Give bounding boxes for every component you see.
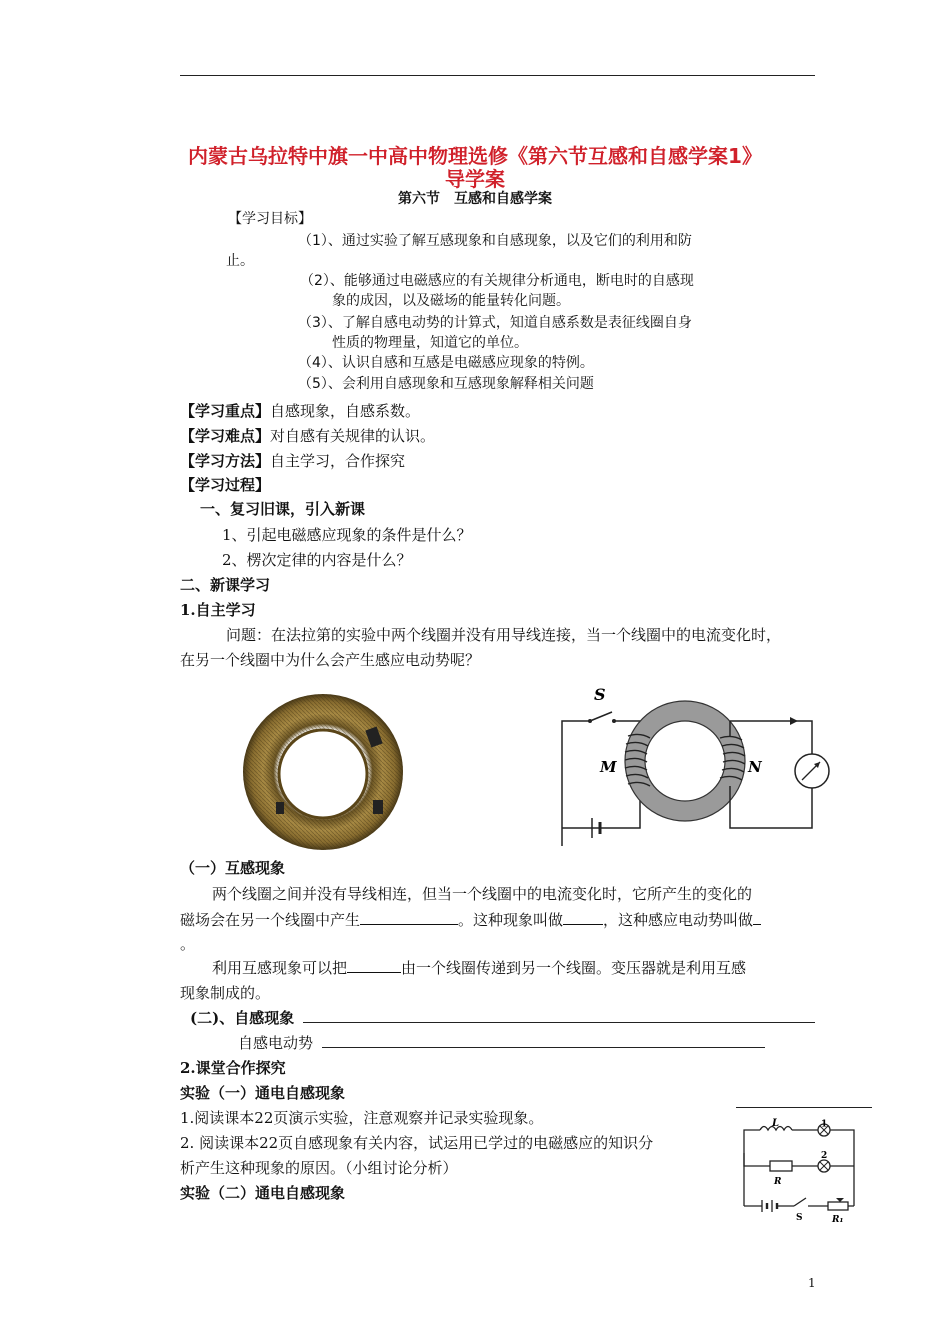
section-subtitle: 第六节 互感和自感学案	[398, 191, 552, 207]
self-induction-line	[303, 1022, 815, 1023]
difficulty-label: 【学习难点】	[180, 427, 271, 445]
mutual-p2-a: 利用互感现象可以把	[212, 959, 348, 977]
key-points-text: 自感现象，自感系数。	[270, 402, 421, 420]
objective-4: （4）、认识自感和互感是电磁感应现象的特例。	[298, 355, 594, 371]
step-1: 1.阅读课本22页演示实验，注意观察并记录实验现象。	[180, 1109, 544, 1127]
step-2-line2: 析产生这种现象的原因。（小组讨论分析）	[180, 1159, 458, 1177]
toroid-coil-photo	[238, 690, 408, 855]
mutual-p1-a: 磁场会在另一个线圈中产生	[180, 911, 361, 929]
page-title-line2: 导学案	[445, 167, 505, 191]
page-title: 内蒙古乌拉特中旗一中高中物理选修《第六节互感和自感学案1》	[188, 144, 762, 168]
label-N: N	[748, 758, 762, 776]
label-S2: S	[796, 1213, 803, 1223]
mutual-p1-c: ，这种感应电动势叫做	[603, 911, 754, 929]
difficulty	[180, 425, 435, 446]
key-points-label: 【学习重点】	[180, 402, 271, 420]
blank-energy[interactable]	[347, 958, 401, 973]
objective-3: （3）、了解自感电动势的计算式，知道自感系数是表征线圈自身	[298, 315, 692, 331]
mutual-heading: （一）互感现象	[180, 859, 286, 877]
objective-5: （5）、会利用自感现象和互感现象解释相关问题	[298, 376, 594, 392]
label-S: S	[594, 685, 606, 704]
question-line1: 问题：在法拉第的实验中两个线圈并没有用导线连接，当一个线圈中的电流变化时，	[226, 626, 782, 644]
page-number: 1	[808, 1276, 816, 1290]
emf-line	[322, 1047, 765, 1048]
self-induction-heading: (二)、自感现象	[190, 1009, 295, 1027]
mutual-p1-b: 。这种现象叫做	[458, 911, 564, 929]
label-R1: R₁	[832, 1215, 844, 1223]
self-study-heading: 1.自主学习	[180, 601, 256, 619]
mutual-p2-line2: 现象制成的。	[180, 984, 271, 1002]
method	[180, 450, 405, 471]
review-q1: 1、引起电磁感应现象的条件是什么？	[222, 526, 472, 544]
question-line2: 在另一个线圈中为什么会产生感应电动势呢？	[180, 651, 481, 669]
review-heading: 一、复习旧课，引入新课	[200, 500, 366, 518]
label-L: L	[772, 1118, 780, 1129]
mutual-p1-line2	[180, 909, 761, 930]
objective-1b: 止。	[226, 253, 254, 269]
blank-emf-name[interactable]	[753, 910, 761, 925]
mutual-p2-line1	[212, 957, 746, 978]
process-label: 【学习过程】	[180, 476, 271, 494]
label-lamp2: 2	[821, 1151, 828, 1161]
self-induction-emf: 自感电动势	[238, 1034, 314, 1052]
review-q2: 2、楞次定律的内容是什么？	[222, 551, 412, 569]
cooperative-heading: 2.课堂合作探究	[180, 1059, 286, 1077]
objective-3b: 性质的物理量，知道它的单位。	[332, 335, 528, 351]
experiment-1-heading: 实验（一）通电自感现象	[180, 1084, 346, 1102]
objective-2b: 象的成因，以及磁场的能量转化问题。	[332, 293, 570, 309]
method-label: 【学习方法】	[180, 452, 271, 470]
label-R: R	[774, 1177, 782, 1187]
label-lamp1: 1	[821, 1119, 828, 1130]
self-induction-circuit	[736, 1118, 866, 1223]
experiment-2-heading: 实验（二）通电自感现象	[180, 1184, 346, 1202]
difficulty-text: 对自感有关规律的认识。	[270, 427, 436, 445]
circuit2-rule	[736, 1107, 872, 1108]
header-rule	[180, 75, 815, 76]
step-2-line1: 2. 阅读课本22页自感现象有关内容，试运用已学过的电磁感应的知识分	[180, 1134, 654, 1152]
blank-induced-emf[interactable]	[360, 910, 458, 925]
label-M: M	[600, 758, 617, 776]
objective-2: （2）、能够通过电磁感应的有关规律分析通电，断电时的自感现	[300, 273, 694, 289]
mutual-p1-line1: 两个线圈之间并没有导线相连，但当一个线圈中的电流变化时，它所产生的变化的	[212, 885, 753, 903]
method-text: 自主学习，合作探究	[270, 452, 406, 470]
objectives-heading: 【学习目标】	[228, 211, 312, 227]
new-lesson-heading: 二、新课学习	[180, 576, 271, 594]
mutual-induction-circuit	[550, 676, 840, 856]
key-points	[180, 400, 420, 421]
blank-phenomenon-name[interactable]	[563, 910, 603, 925]
mutual-p2-b: 由一个线圈传递到另一个线圈。变压器就是利用互感	[401, 959, 747, 977]
objective-1: （1）、通过实验了解互感现象和自感现象，以及它们的利用和防	[298, 233, 692, 249]
mutual-p1-line3: 。	[180, 935, 196, 953]
